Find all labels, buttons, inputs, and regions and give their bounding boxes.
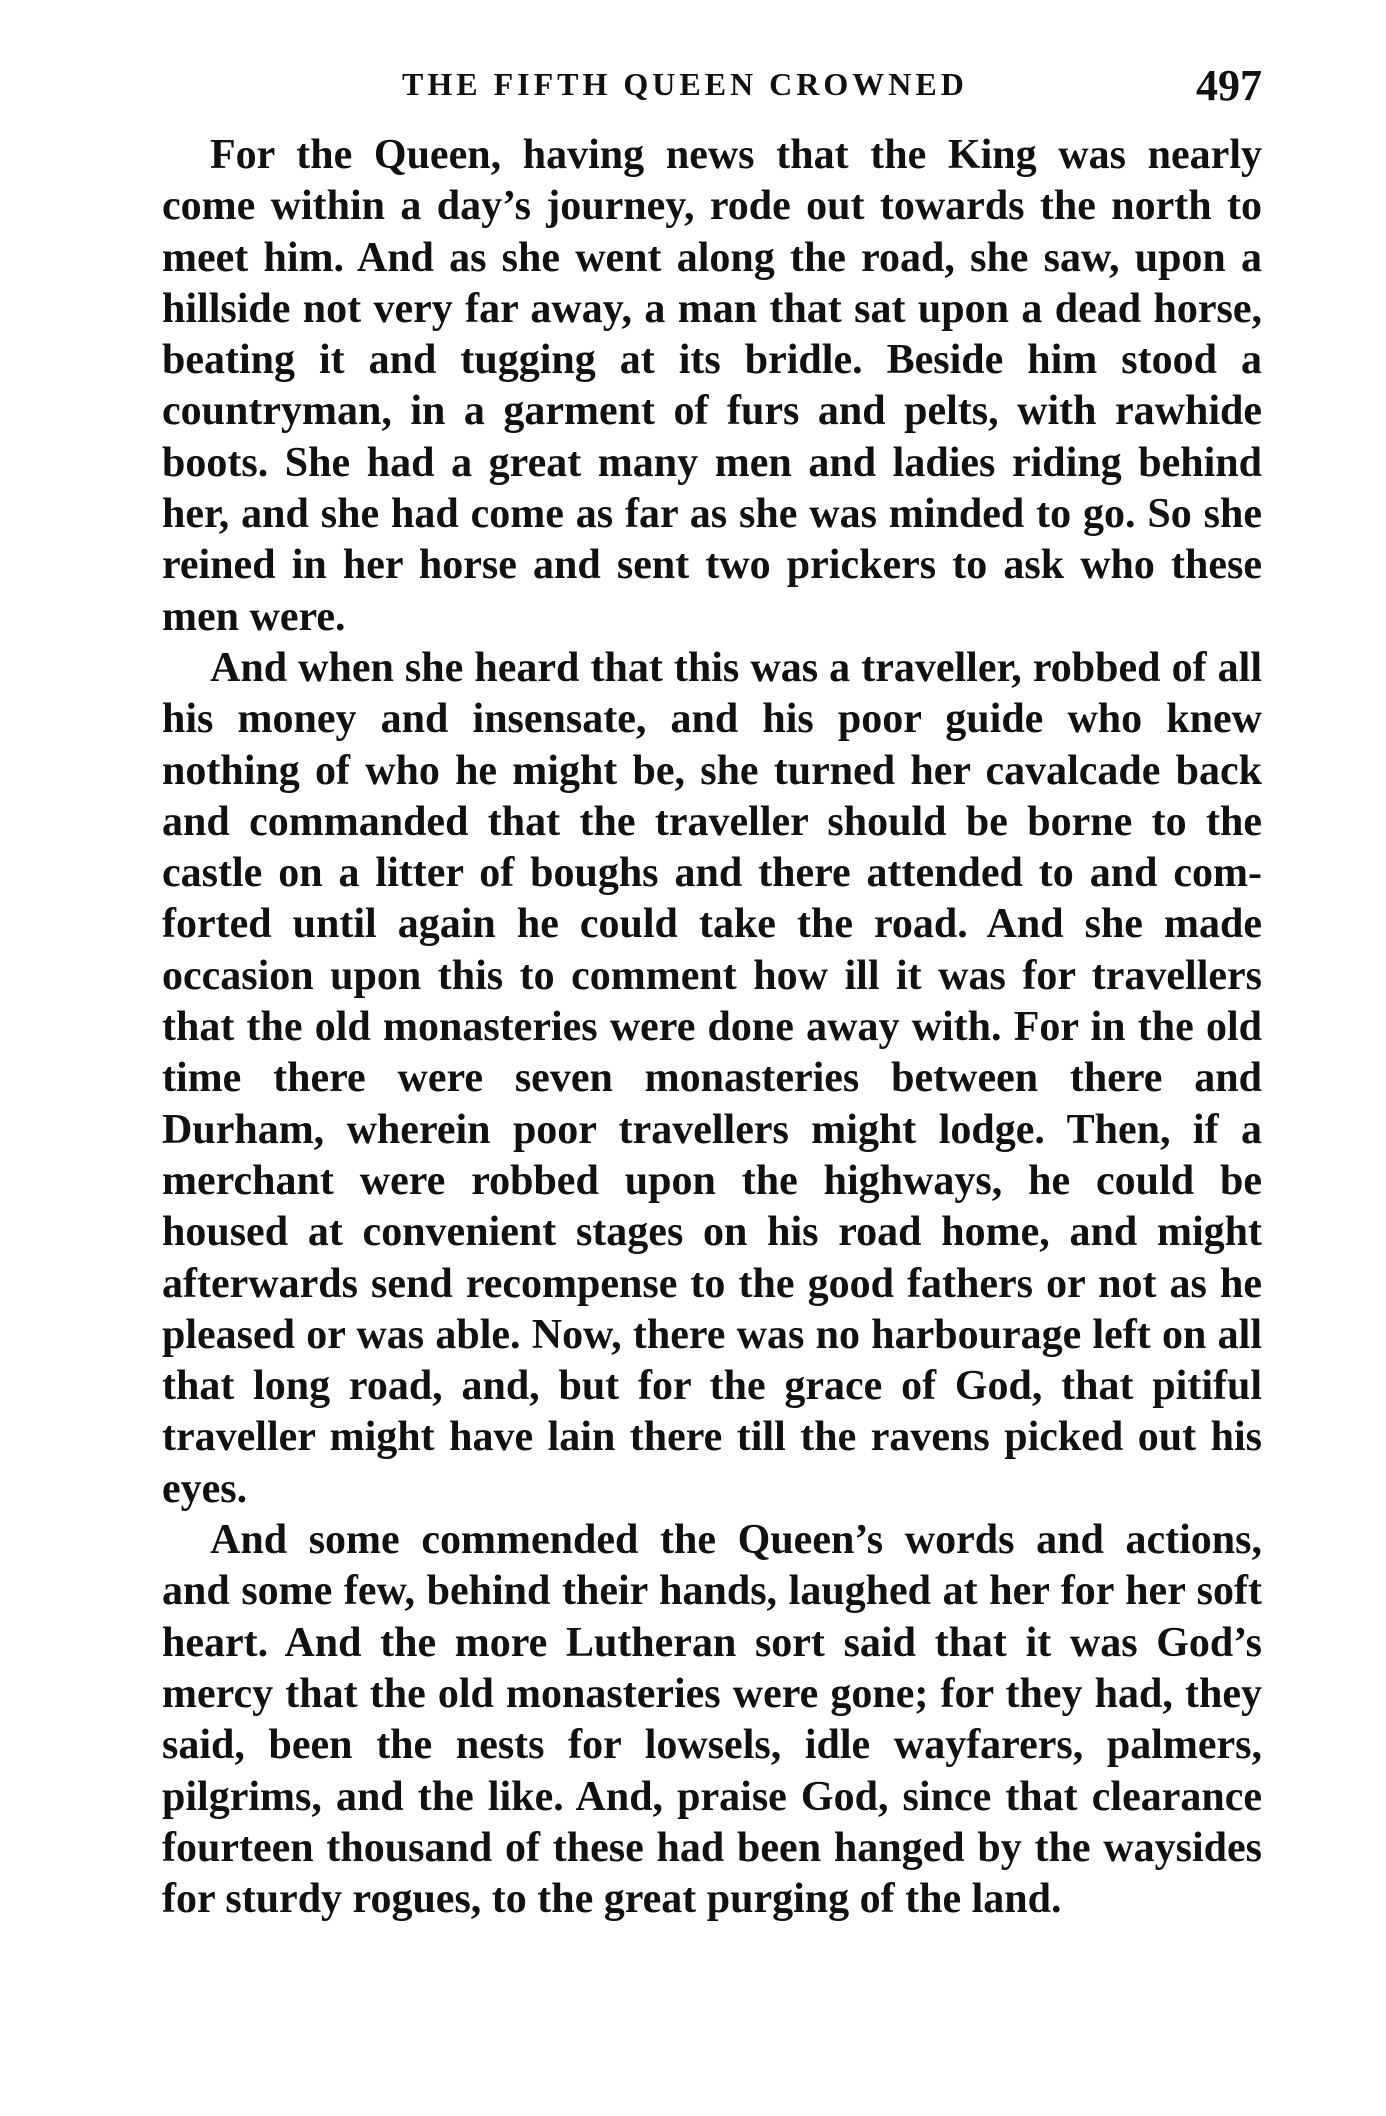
body-text (162, 130, 1262, 1925)
running-title: THE FIFTH QUEEN CROWNED (402, 66, 968, 102)
page-number: 497 (1196, 61, 1262, 110)
paragraph-2: And when she heard that this was a traveller, robbed of all his money and insensate, and his poor guide who knew nothing of who he might be, she turned her cavalcade back and commanded that the traveller should be borne to the castle on a litter of boughs and there attended to and comforted until again he could take the road. And she made occasion upon this to comment how ill it was for travellers that the old monasteries were done away with. For in the old time there were seven monasteries between there and Durham, wherein poor travellers might lodge. Then, if a merchant were robbed upon the highways, he could be housed at convenient stages on his road home, and might afterwards send recompense to the good fathers or not as he pleased or was able. Now, there was no harbourage left on all that long road, and, but for the grace of God, that pitiful traveller might have lain there till the ravens picked out his eyes. (162, 644, 1262, 1512)
paragraph-1: For the Queen, having news that the King was nearly come within a day’s journey, rode out towards the north to meet him. And as she went along the road, she saw, upon a hillside not very far away, a man that sat upon a dead horse, beating it and tugging at its bridle. Beside him stood a countryman, in a garment of furs and pelts, with rawhide boots. She had a great many men and ladies riding behind her, and she had come as far as she was minded to go. So she reined in her horse and sent two prickers to ask who these men were. (162, 132, 1262, 640)
page-header (162, 60, 1262, 120)
paragraph-3: And some commended the Queen’s words and actions, and some few, behind their hands, laughed at her for her soft heart. And the more Lutheran sort said that it was God’s mercy that the old monasteries were gone; for they had, they said, been the nests for lowsels, idle wayfarers, palmers, pilgrims, and the like. And, praise God, since that clearance fourteen thousand of these had been hanged by the waysides for sturdy rogues, to the great purging of the land. (162, 1517, 1262, 1923)
